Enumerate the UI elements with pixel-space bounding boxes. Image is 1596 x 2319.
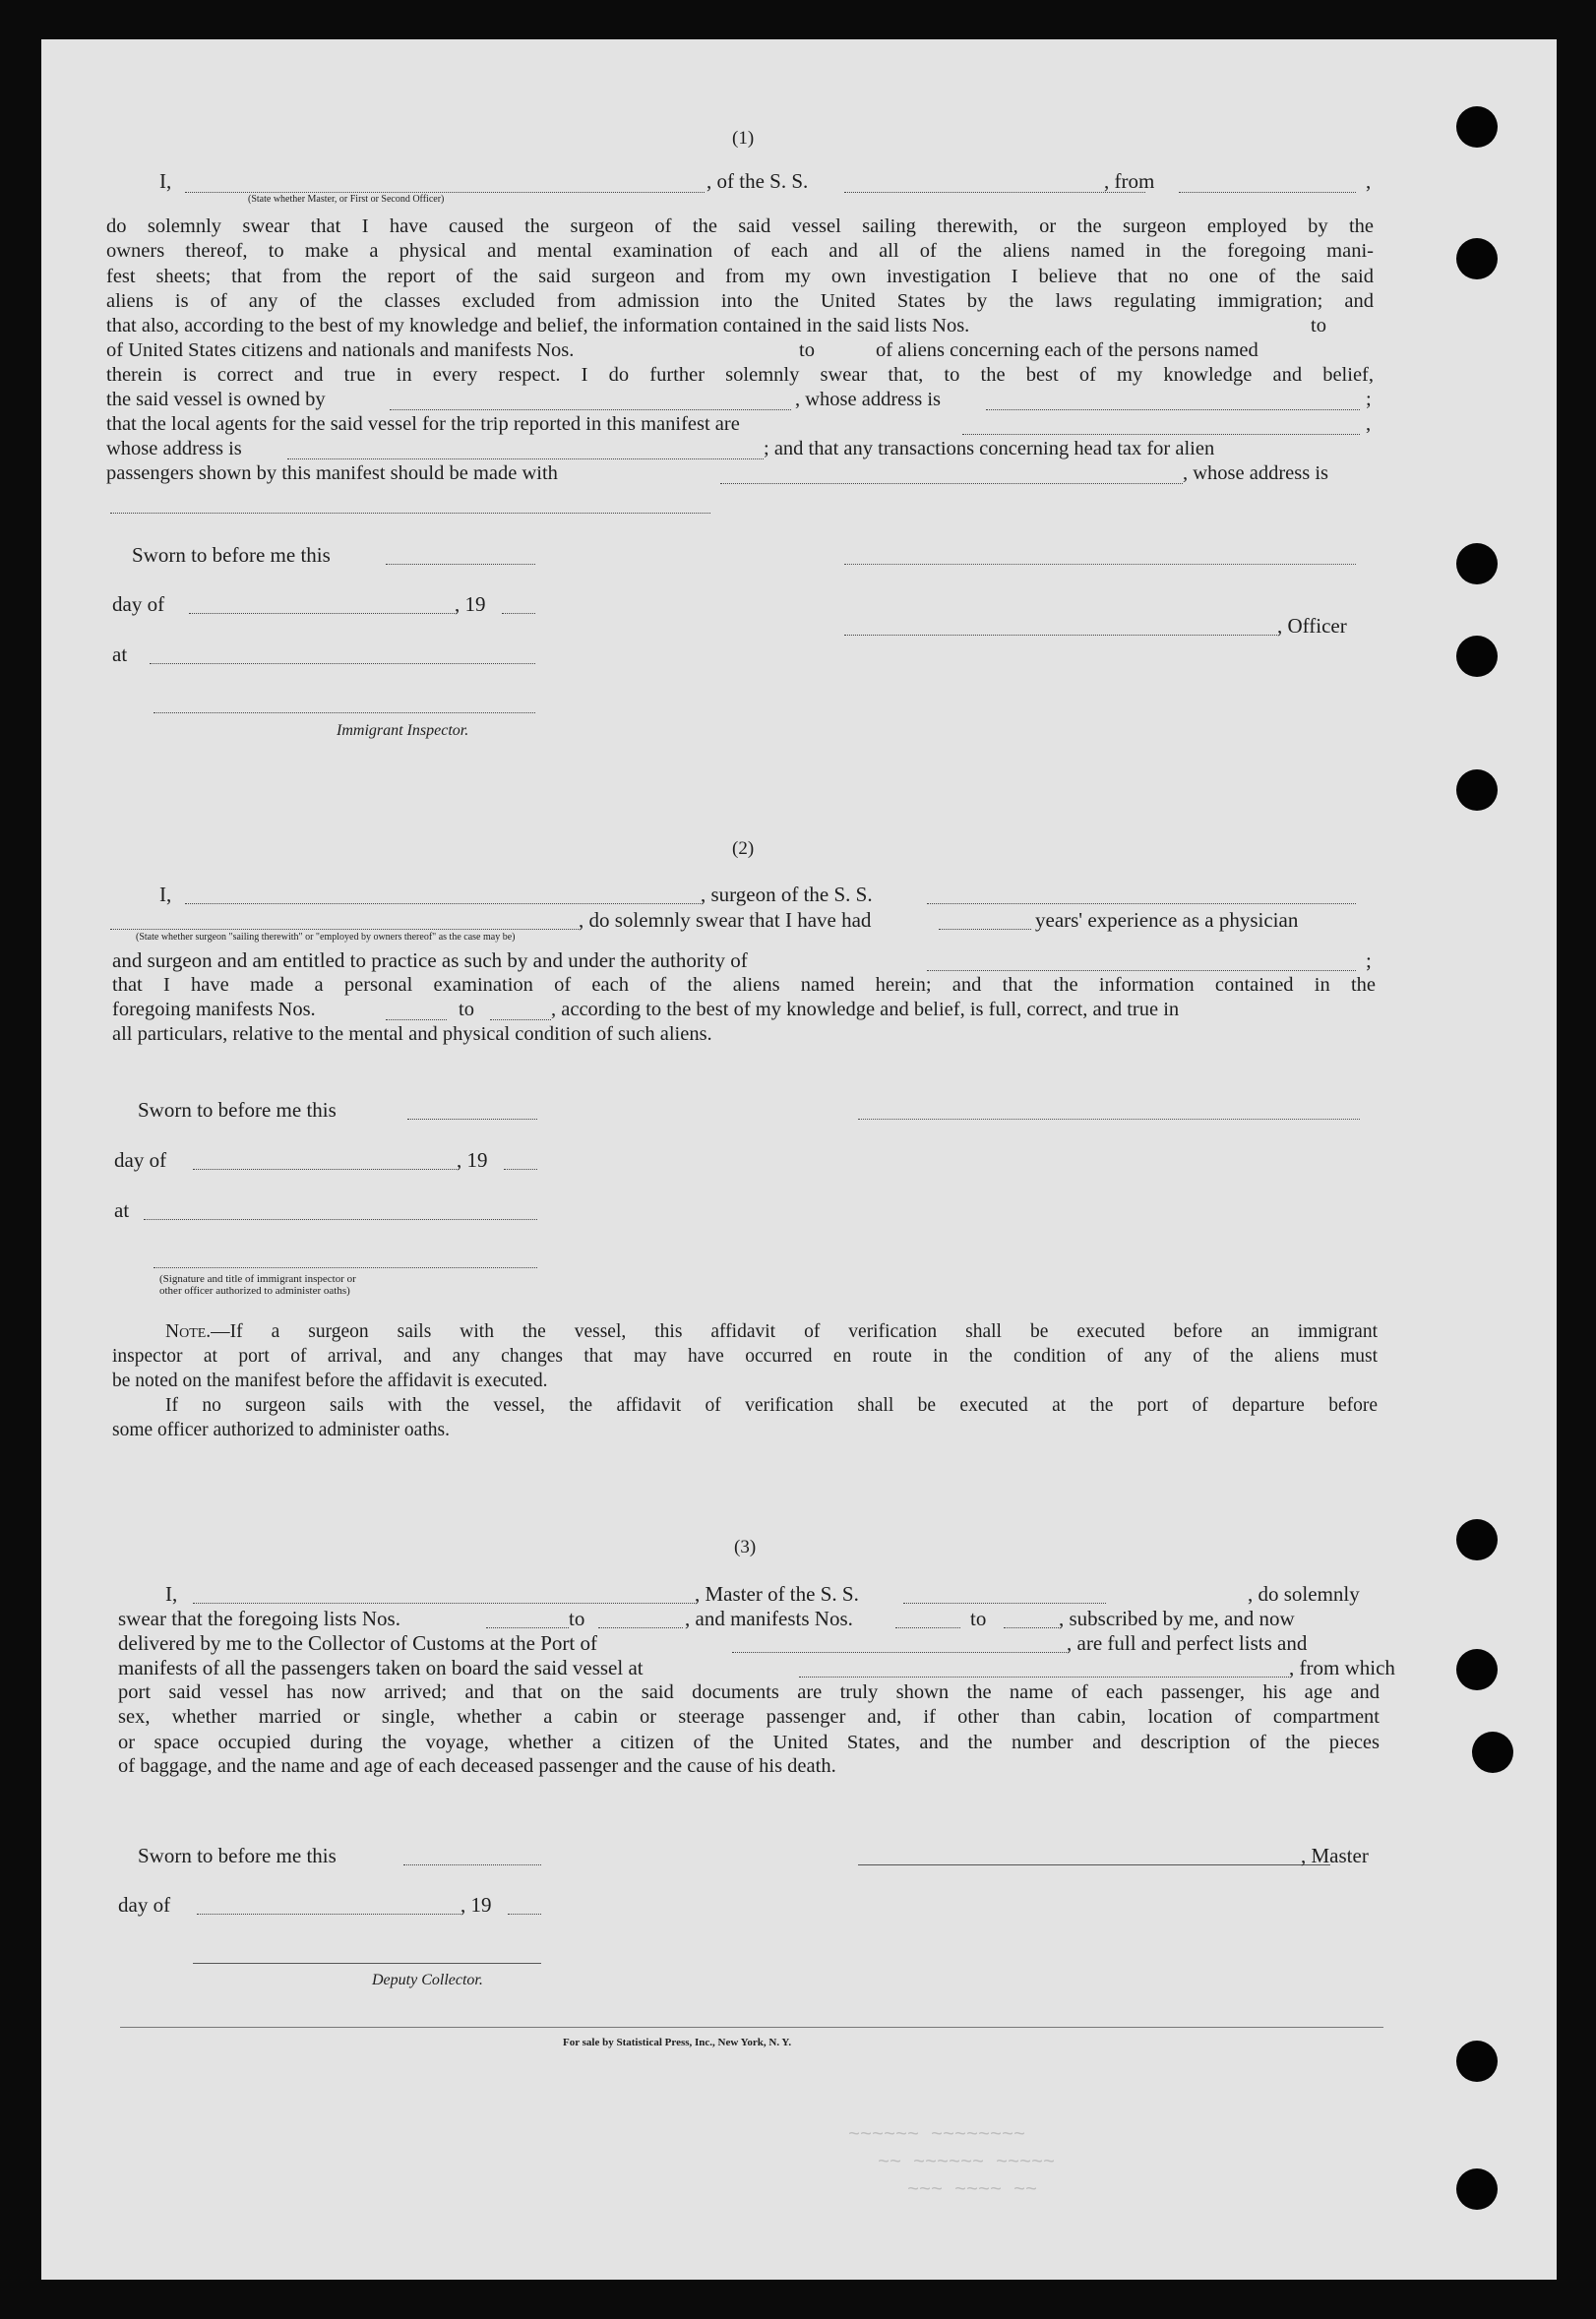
s3-line4b: , from which <box>1289 1656 1395 1679</box>
s1-i-label: I, <box>159 169 172 193</box>
s3-sworn-label: Sworn to before me this <box>138 1844 337 1867</box>
s3-year-label: , 19 <box>460 1893 492 1917</box>
s2-line4 <box>112 973 1376 998</box>
s3-boarding-port-field[interactable] <box>799 1677 1289 1678</box>
s3-line2a: swear that the foregoing lists Nos. <box>118 1607 400 1630</box>
s2-note-paragraph <box>112 1319 1378 1442</box>
s2-line6: all particulars, relative to the mental and physical condition of such aliens. <box>112 1023 712 1045</box>
s1-officer-signature-line[interactable] <box>844 564 1356 565</box>
s2-sig-note-2: other officer authorized to administer oaths) <box>159 1285 350 1297</box>
s3-master-label: , Master <box>1301 1844 1369 1867</box>
s1-line: aliens is of any of the classes excluded from admission into the United States by the laws regulating immigration; and <box>106 289 1374 312</box>
punch-hole <box>1456 1649 1498 1690</box>
s3-manifest-from-field[interactable] <box>895 1627 960 1628</box>
punch-hole <box>1456 2041 1498 2082</box>
s1-comma: , <box>1366 169 1372 193</box>
punch-hole <box>1456 238 1498 279</box>
bleed-through-mark: ~~~ ~~~~ ~~ <box>907 2179 1038 2202</box>
s1-inspector-signature-line[interactable] <box>153 712 535 713</box>
s2-surgeon-of-label: , surgeon of the S. S. <box>701 883 873 906</box>
punch-hole <box>1456 636 1498 677</box>
punch-hole <box>1472 1732 1513 1773</box>
s3-deputy-signature-line[interactable] <box>193 1963 541 1964</box>
s1-line11a: passengers shown by this manifest should be made with <box>106 462 558 484</box>
s3-i-label: I, <box>165 1582 178 1606</box>
s1-line10b: ; and that any transactions concerning head tax for alien <box>764 438 1215 459</box>
s2-day-of-label: day of <box>114 1148 167 1172</box>
s3-line2e: , subscribed by me, and now <box>1059 1607 1295 1630</box>
s1-paragraph <box>106 214 1374 314</box>
s2-sig-note-1: (Signature and title of immigrant inspector or <box>159 1273 356 1285</box>
s2-surgeon-status-field[interactable] <box>110 929 579 930</box>
s3-master-signature-line[interactable] <box>858 1864 1330 1865</box>
s3-line: port said vessel has now arrived; and that on the said documents are truly shown the name of each passenger, his age and <box>118 1681 1380 1703</box>
s3-year-field[interactable] <box>508 1914 541 1915</box>
s1-year-label: , 19 <box>455 592 486 616</box>
s3-solemnly-label: , do solemnly <box>1248 1582 1360 1606</box>
s1-at-label: at <box>112 642 128 666</box>
s1-line9a: that the local agents for the said vessel for the trip reported in this manifest are <box>106 413 740 435</box>
s2-inspector-signature-line[interactable] <box>153 1267 537 1268</box>
s2-manifest-from-field[interactable] <box>386 1019 447 1020</box>
s2-line5a: foregoing manifests Nos. <box>112 999 316 1020</box>
s3-lists-from-field[interactable] <box>486 1627 569 1628</box>
s1-state-note: (State whether Master, or First or Second Officer) <box>248 194 445 205</box>
s2-line5c: , according to the best of my knowledge and belief, is full, correct, and true in <box>551 999 1180 1020</box>
s3-manifest-to-field[interactable] <box>1004 1627 1059 1628</box>
s2-line3b: ; <box>1366 948 1372 972</box>
s3-port-field[interactable] <box>732 1652 1067 1653</box>
s1-officer-label: , Officer <box>1277 614 1347 638</box>
s1-line: do solemnly swear that I have caused the surgeon of the said vessel sailing therewith, or the surgeon employed by the <box>106 215 1374 237</box>
s2-surgeon-signature-line[interactable] <box>858 1119 1360 1120</box>
punch-hole <box>1456 543 1498 584</box>
s3-line2b: to <box>569 1607 585 1630</box>
punch-hole <box>1456 769 1498 811</box>
punch-hole <box>1456 1519 1498 1560</box>
s2-note-line: inspector at port of arrival, and any changes that may have occurred en route in the condition of any of the aliens must <box>112 1346 1378 1367</box>
section-1-number: (1) <box>732 128 755 149</box>
s1-line8a: the said vessel is owned by <box>106 389 326 410</box>
s1-line8c: ; <box>1366 389 1372 410</box>
s2-note-line: be noted on the manifest before the affidavit is executed. <box>112 1371 548 1391</box>
s2-note-line-1 <box>112 1319 1378 1344</box>
s3-line3a: delivered by me to the Collector of Customs at the Port of <box>118 1631 597 1655</box>
s1-sworn-day-field[interactable] <box>386 564 535 565</box>
s1-day-of-label: day of <box>112 592 165 616</box>
s1-owner-field[interactable] <box>390 409 791 410</box>
s2-authority-field[interactable] <box>927 970 1356 971</box>
s2-sworn-label: Sworn to before me this <box>138 1098 337 1122</box>
s2-at-label: at <box>114 1198 130 1222</box>
s1-of-ss-label: , of the S. S. <box>706 169 809 193</box>
s3-line: or space occupied during the voyage, whether a citizen of the United States, and the number and description of the pieces <box>118 1731 1380 1753</box>
s1-line5a: that also, according to the best of my knowledge and belief, the information contained in the said lists Nos. <box>106 315 970 336</box>
s3-master-of-label: , Master of the S. S. <box>695 1582 859 1606</box>
punch-hole <box>1456 106 1498 148</box>
s2-years-field[interactable] <box>939 929 1031 930</box>
s1-year-field[interactable] <box>502 613 535 614</box>
s3-line2c: , and manifests Nos. <box>685 1607 853 1630</box>
s3-line2d: to <box>970 1607 987 1630</box>
section-3-number: (3) <box>734 1537 757 1557</box>
s2-at-place-field[interactable] <box>144 1219 537 1220</box>
s3-deputy-label: Deputy Collector. <box>372 1972 483 1988</box>
s2-note-line: some officer authorized to administer oaths. <box>112 1420 450 1440</box>
s1-line8b: , whose address is <box>795 389 942 410</box>
s3-paragraph <box>118 1680 1380 1755</box>
section-2-number: (2) <box>732 838 755 859</box>
s1-line7 <box>106 363 1374 388</box>
s1-from-label: , from <box>1104 169 1155 193</box>
s1-line6c: of aliens concerning each of the persons named <box>876 339 1258 361</box>
s1-line: owners thereof, to make a physical and mental examination of each and all of the aliens named in the foregoing mani- <box>106 240 1374 263</box>
s3-sworn-day-field[interactable] <box>403 1864 541 1865</box>
s2-year-label: , 19 <box>457 1148 488 1172</box>
s1-line11b: , whose address is <box>1183 462 1329 484</box>
s1-line10a: whose address is <box>106 438 242 459</box>
s2-year-field[interactable] <box>504 1169 537 1170</box>
s3-month-field[interactable] <box>197 1914 460 1915</box>
s1-owner-address-field[interactable] <box>986 409 1360 410</box>
s3-line4a: manifests of all the passengers taken on board the said vessel at <box>118 1656 644 1679</box>
s1-agents-field[interactable] <box>962 434 1360 435</box>
s1-line6b: to <box>799 339 815 361</box>
bleed-through-mark: ~~~~~~ ~~~~~~~~ <box>848 2124 1026 2147</box>
s1-sworn-label: Sworn to before me this <box>132 543 331 567</box>
s1-inspector-label: Immigrant Inspector. <box>337 722 469 739</box>
s2-sworn-day-field[interactable] <box>407 1119 537 1120</box>
s2-note-text: —If a surgeon sails with the vessel, this affidavit of verification shall be executed before an immigrant <box>211 1321 1378 1342</box>
s3-ship-name-field[interactable] <box>903 1603 1106 1604</box>
s3-master-name-field[interactable] <box>193 1603 695 1604</box>
s1-from-port-field[interactable] <box>1179 192 1356 193</box>
s1-officer-title-field[interactable] <box>844 635 1277 636</box>
s1-head-tax-field[interactable] <box>720 483 1183 484</box>
s1-month-field[interactable] <box>189 613 455 614</box>
s2-state-note: (State whether surgeon "sailing therewith" or "employed by owners thereof" as the case may be) <box>136 932 516 943</box>
form-page <box>41 39 1557 2280</box>
s2-i-label: I, <box>159 883 172 906</box>
s1-line5b: to <box>1311 315 1326 336</box>
s1-ship-name-field[interactable] <box>844 192 1145 193</box>
s2-line2b: years' experience as a physician <box>1035 908 1299 932</box>
s2-month-field[interactable] <box>193 1169 457 1170</box>
s2-ship-name-field[interactable] <box>927 903 1356 904</box>
bleed-through-mark: ~~ ~~~~~~ ~~~~~ <box>878 2152 1056 2174</box>
footer-rule <box>120 2027 1383 2028</box>
s3-last-line: of baggage, and the name and age of each deceased passenger and the cause of his death. <box>118 1755 836 1777</box>
s1-at-place-field[interactable] <box>150 663 535 664</box>
s2-line4-text: that I have made a personal examination of each of the aliens named herein; and that the information contained in the <box>112 974 1376 996</box>
s2-surgeon-name-field[interactable] <box>185 903 701 904</box>
s3-line: sex, whether married or single, whether a cabin or steerage passenger and, if other than cabin, location of compartment <box>118 1706 1380 1729</box>
footer-printer-note: For sale by Statistical Press, Inc., New York, N. Y. <box>563 2037 792 2048</box>
s2-manifest-to-field[interactable] <box>490 1019 551 1020</box>
s2-note-label: Note. <box>165 1321 212 1342</box>
s1-agents-address-field[interactable] <box>287 458 764 459</box>
s2-line2a: , do solemnly swear that I have had <box>579 908 872 932</box>
s2-line5b: to <box>459 999 474 1020</box>
s1-line9b: , <box>1366 413 1372 435</box>
s1-line: fest sheets; that from the report of the said surgeon and from my own investigation I believe that no one of the said <box>106 265 1374 287</box>
s2-line3a: and surgeon and am entitled to practice as such by and under the authority of <box>112 948 748 972</box>
punch-hole <box>1456 2168 1498 2210</box>
s1-head-tax-address-field[interactable] <box>110 513 710 514</box>
s1-line7-text: therein is correct and true in every respect. I do further solemnly swear that, to the best of my knowledge and belief, <box>106 364 1374 386</box>
s1-line6a: of United States citizens and nationals and manifests Nos. <box>106 339 575 361</box>
s3-lists-to-field[interactable] <box>598 1627 683 1628</box>
s3-line3b: , are full and perfect lists and <box>1067 1631 1308 1655</box>
s2-note-line: If no surgeon sails with the vessel, the affidavit of verification shall be executed at the port of departure before <box>165 1395 1378 1416</box>
s3-day-of-label: day of <box>118 1893 171 1917</box>
